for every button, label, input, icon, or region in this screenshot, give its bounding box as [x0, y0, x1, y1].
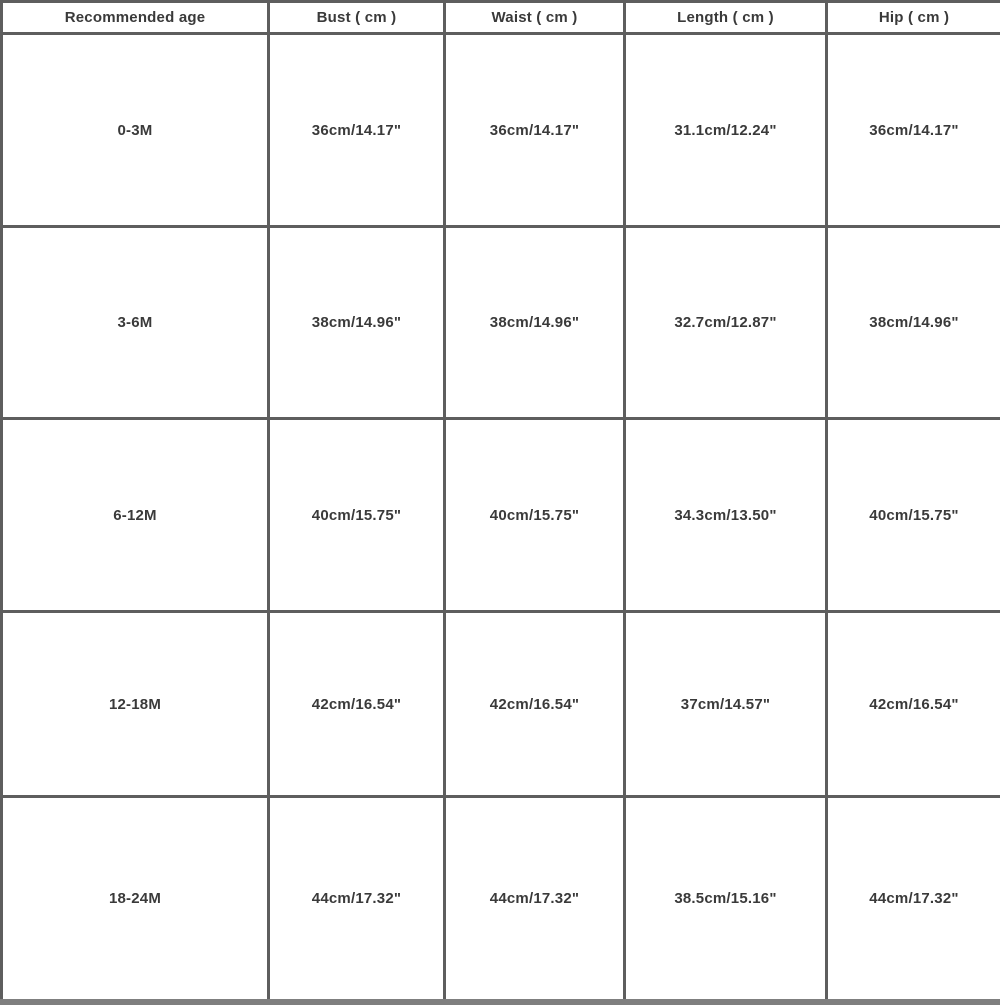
table-row: [2, 797, 1000, 1002]
age-cell: 6-12M: [2, 419, 269, 612]
table-row: [2, 227, 1000, 419]
header-length: Length ( cm ): [625, 2, 827, 34]
hip-cell: 36cm/14.17": [827, 34, 1000, 227]
hip-cell: 44cm/17.32": [827, 797, 1000, 1002]
table-row: [2, 419, 1000, 612]
bust-cell: 40cm/15.75": [269, 419, 445, 612]
hip-cell: 42cm/16.54": [827, 612, 1000, 797]
hip-cell: 38cm/14.96": [827, 227, 1000, 419]
header-bust: Bust ( cm ): [269, 2, 445, 34]
length-cell: 31.1cm/12.24": [625, 34, 827, 227]
header-hip: Hip ( cm ): [827, 2, 1000, 34]
length-cell: 34.3cm/13.50": [625, 419, 827, 612]
header-row: [2, 2, 1000, 34]
age-cell: 18-24M: [2, 797, 269, 1002]
age-cell: 0-3M: [2, 34, 269, 227]
hip-cell: 40cm/15.75": [827, 419, 1000, 612]
length-cell: 38.5cm/15.16": [625, 797, 827, 1002]
age-cell: 3-6M: [2, 227, 269, 419]
bust-cell: 44cm/17.32": [269, 797, 445, 1002]
bust-cell: 42cm/16.54": [269, 612, 445, 797]
waist-cell: 40cm/15.75": [445, 419, 625, 612]
header-waist: Waist ( cm ): [445, 2, 625, 34]
bust-cell: 38cm/14.96": [269, 227, 445, 419]
waist-cell: 44cm/17.32": [445, 797, 625, 1002]
length-cell: 37cm/14.57": [625, 612, 827, 797]
waist-cell: 38cm/14.96": [445, 227, 625, 419]
age-cell: 12-18M: [2, 612, 269, 797]
waist-cell: 36cm/14.17": [445, 34, 625, 227]
table-row: [2, 34, 1000, 227]
header-recommended-age: Recommended age: [2, 2, 269, 34]
table-row: [2, 612, 1000, 797]
waist-cell: 42cm/16.54": [445, 612, 625, 797]
length-cell: 32.7cm/12.87": [625, 227, 827, 419]
bust-cell: 36cm/14.17": [269, 34, 445, 227]
